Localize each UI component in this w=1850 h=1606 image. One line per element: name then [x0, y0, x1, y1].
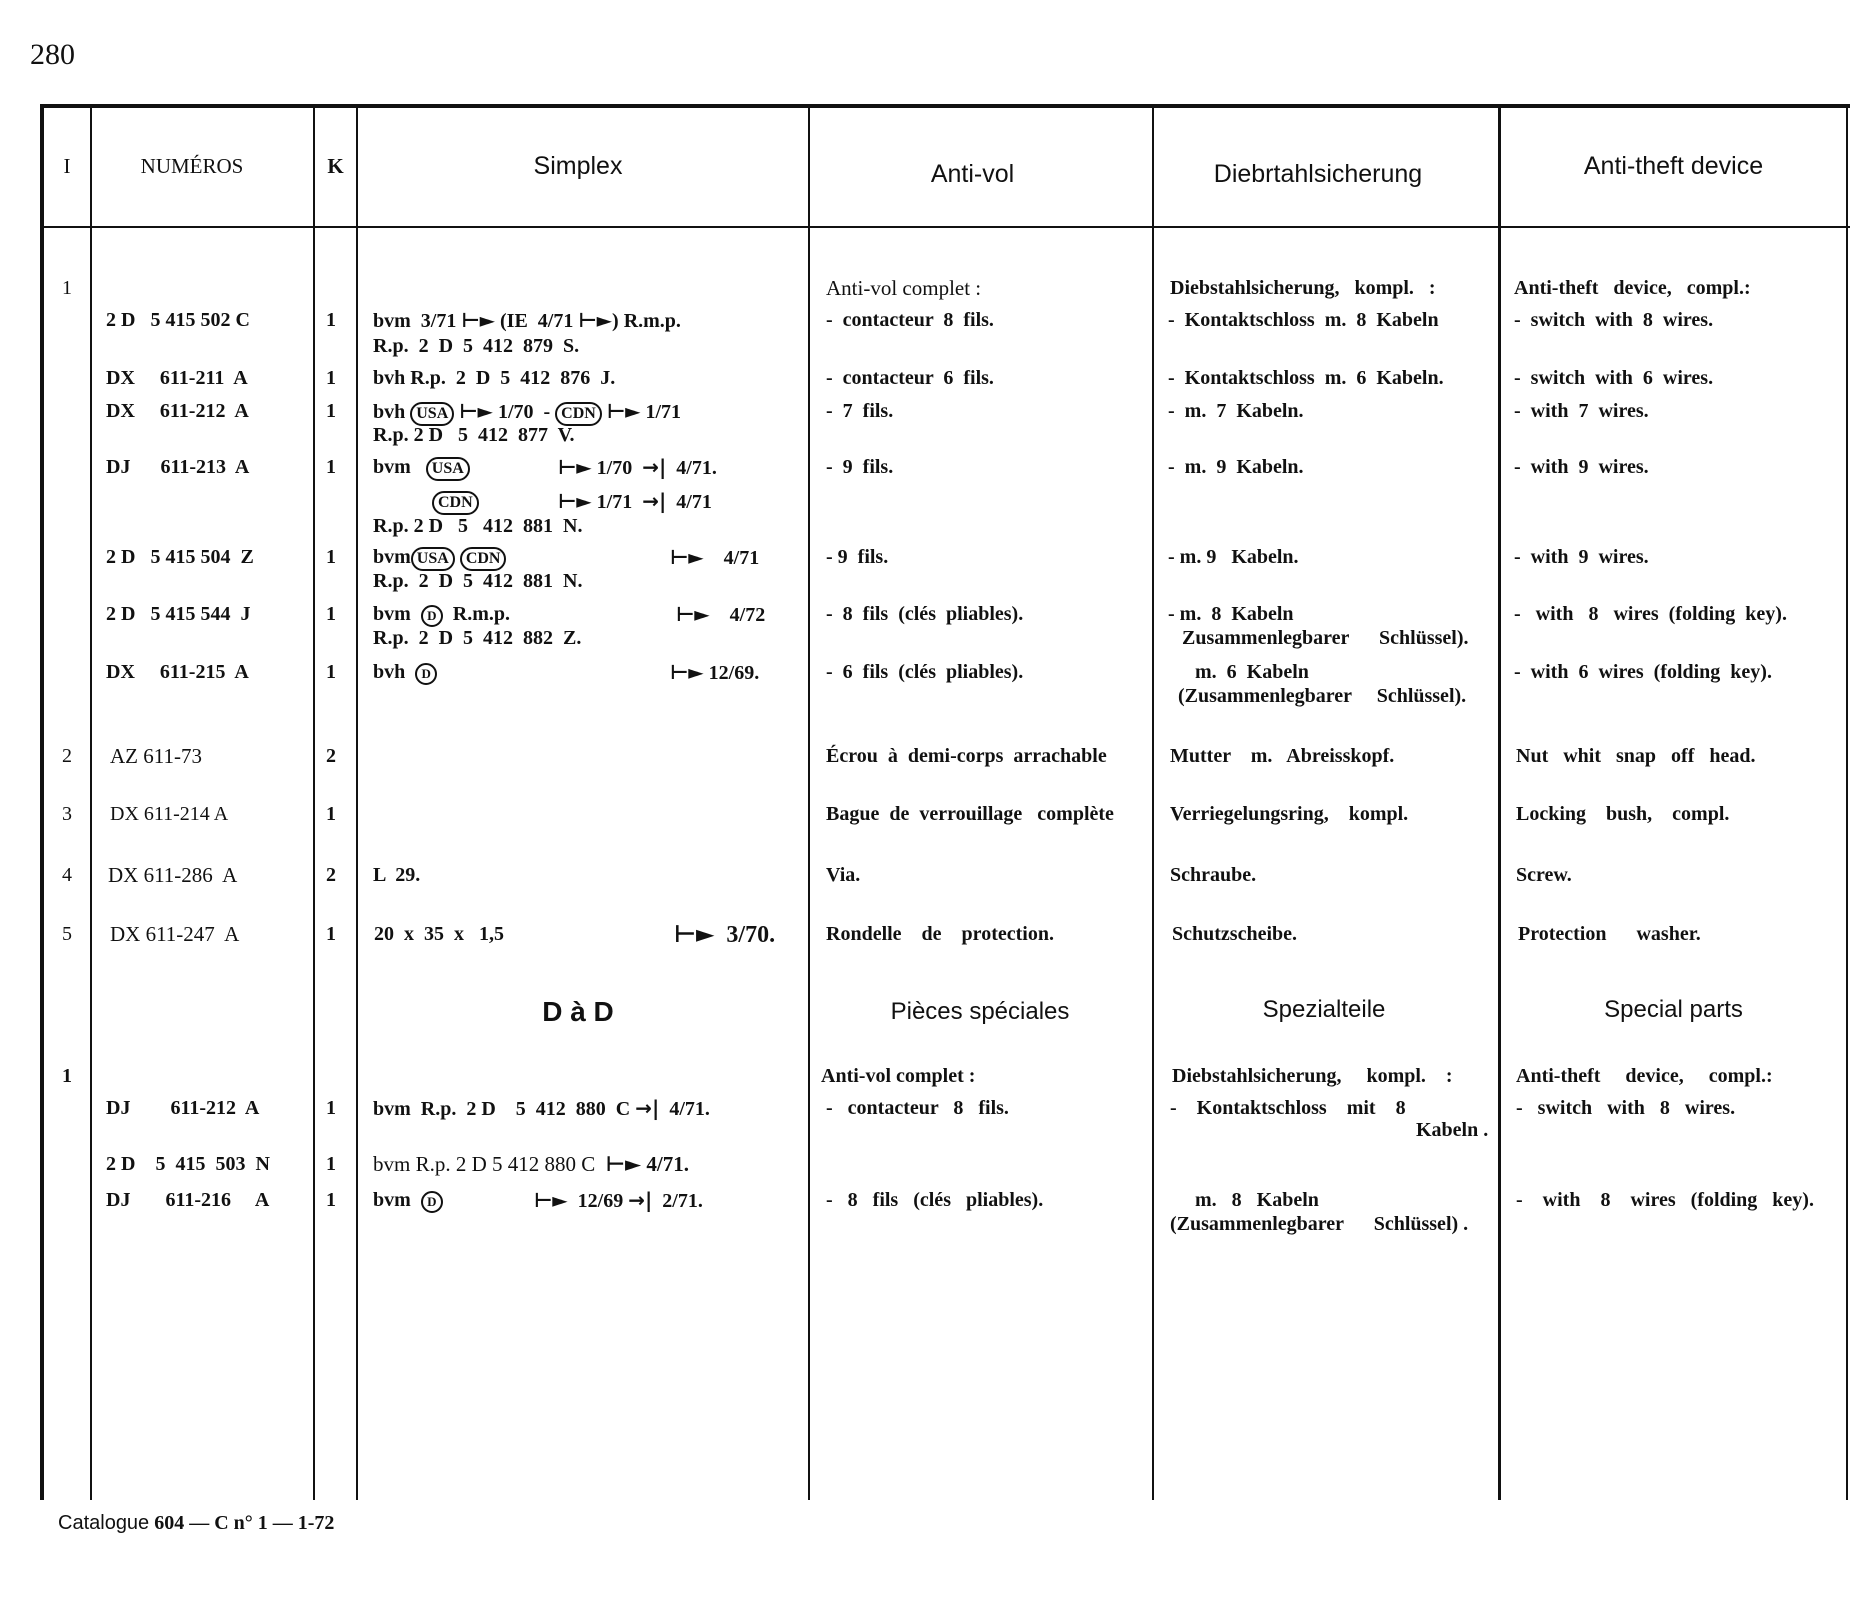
desc-fr: Écrou à demi-corps arrachable: [826, 745, 1107, 767]
desc-de-cont: Zusammenlegbarer Schlüssel).: [1182, 627, 1469, 649]
desc-de-cont: (Zusammenlegbarer Schlüssel).: [1178, 685, 1467, 707]
part-number: DJ 611-213 A: [106, 456, 250, 478]
desc-de: - Kontaktschloss m. 8 Kabeln: [1168, 309, 1439, 331]
from-arrow-icon: ⊢►: [605, 1152, 642, 1176]
usa-badge-icon: USA: [426, 457, 470, 481]
d-badge-icon: D: [421, 605, 443, 627]
desc-fr: - contacteur 6 fils.: [826, 367, 994, 389]
divider: [808, 104, 810, 1500]
from-arrow-icon: ⊢►: [558, 489, 592, 513]
section-fr: Pièces spéciales: [890, 998, 1070, 1025]
item-index: 3: [62, 803, 72, 825]
desc-de: Verriegelungsring, kompl.: [1170, 803, 1409, 825]
quantity: 1: [326, 661, 336, 683]
desc-fr: - contacteur 8 fils.: [826, 309, 994, 331]
desc-en: - switch with 6 wires.: [1514, 367, 1714, 389]
item-index: 2: [62, 745, 72, 767]
part-number: DX 611-214 A: [110, 803, 229, 825]
header-simplex: Simplex: [533, 151, 623, 180]
desc-en: - with 9 wires.: [1514, 456, 1649, 478]
usa-badge-icon: USA: [411, 547, 455, 571]
quantity: 1: [326, 1153, 336, 1175]
desc-en: - switch with 8 wires.: [1516, 1097, 1736, 1119]
section-simplex: D à D: [542, 996, 614, 1027]
desc-en: - with 7 wires.: [1514, 400, 1649, 422]
until-arrow-icon: →|: [642, 455, 667, 479]
simplex-info: 20 x 35 x 1,5: [374, 923, 504, 945]
desc-fr: - 9 fils.: [826, 546, 889, 568]
from-arrow-icon: ⊢►: [461, 308, 496, 332]
desc-en: Anti-theft device, compl.:: [1514, 277, 1751, 299]
until-arrow-icon: →|: [635, 1096, 660, 1120]
quantity: 1: [326, 367, 336, 389]
divider: [313, 104, 315, 1500]
desc-de: Mutter m. Abreisskopf.: [1170, 745, 1395, 767]
from-arrow-icon: ⊢►: [534, 1188, 568, 1212]
desc-en: - with 6 wires (folding key).: [1514, 661, 1772, 683]
desc-en: - with 8 wires (folding key).: [1516, 1189, 1814, 1211]
desc-en: - with 8 wires (folding key).: [1514, 603, 1787, 625]
desc-en: Screw.: [1516, 864, 1572, 886]
simplex-info: bvm D R.m.p.: [373, 603, 511, 625]
header-de: Diebrtahlsicherung: [1213, 159, 1423, 188]
footer: [58, 1512, 334, 1535]
desc-de: - m. 9 Kabeln.: [1168, 546, 1299, 568]
header-en: Anti-theft device: [1583, 151, 1764, 180]
cdn-badge-icon: CDN: [460, 547, 507, 571]
simplex-variant: [432, 489, 479, 515]
page-number: 280: [30, 38, 75, 71]
quantity: 1: [326, 1097, 336, 1119]
part-number: DJ 611-212 A: [106, 1097, 260, 1119]
item-index: 5: [62, 923, 72, 945]
desc-de: - m. 9 Kabeln.: [1168, 456, 1304, 478]
desc-de: - Kontaktschloss mit 8: [1170, 1097, 1406, 1119]
desc-de: Diebstahlsicherung, kompl. :: [1170, 277, 1436, 299]
desc-en: Locking bush, compl.: [1516, 803, 1730, 825]
desc-en: Anti-theft device, compl.:: [1516, 1065, 1773, 1087]
header-k: K: [327, 153, 344, 178]
divider: [356, 104, 358, 1500]
desc-fr: Via.: [826, 864, 861, 886]
desc-en: - switch with 8 wires.: [1514, 309, 1714, 331]
desc-de-cont: Kabeln .: [1416, 1119, 1489, 1141]
quantity: 1: [326, 603, 336, 625]
part-number: 2 D 5 415 544 J: [106, 603, 251, 625]
until-arrow-icon: →|: [628, 1188, 653, 1212]
simplex-dates: ⊢► 12/69 →| 2/71.: [534, 1188, 703, 1212]
desc-fr: - contacteur 8 fils.: [826, 1097, 1009, 1119]
footer-catalogue-number: 604: [154, 1512, 185, 1534]
from-arrow-icon: ⊢►: [578, 308, 613, 332]
desc-de: Diebstahlsicherung, kompl. :: [1172, 1065, 1453, 1087]
cdn-badge-icon: CDN: [555, 402, 602, 426]
simplex-ref: R.p. 2 D 5 412 881 N.: [373, 515, 583, 537]
divider: [1846, 104, 1848, 1500]
simplex-info: bvm 3/71 ⊢► (IE 4/71 ⊢►) R.m.p.: [373, 308, 681, 332]
desc-fr: - 9 fils.: [826, 456, 894, 478]
item-index: 1: [62, 277, 72, 299]
desc-fr: - 8 fils (clés pliables).: [826, 603, 1024, 625]
header-numeros: NUMÉROS: [140, 153, 244, 178]
desc-en: - with 9 wires.: [1514, 546, 1649, 568]
d-badge-icon: D: [421, 1191, 443, 1213]
quantity: 1: [326, 309, 336, 331]
quantity: 1: [326, 803, 336, 825]
simplex-info: bvm USA: [373, 455, 470, 481]
desc-de: Schraube.: [1170, 864, 1257, 886]
usa-badge-icon: USA: [410, 402, 454, 426]
simplex-info: bvm USA CDN: [373, 545, 506, 571]
item-index: 1: [62, 1065, 72, 1087]
quantity: 1: [326, 456, 336, 478]
part-number: DX 611-211 A: [106, 367, 248, 389]
from-arrow-icon: ⊢►: [459, 399, 493, 423]
simplex-ref: R.p. 2 D 5 412 879 S.: [373, 335, 580, 357]
part-number: 2 D 5 415 503 N: [106, 1153, 270, 1175]
part-number: DJ 611-216 A: [106, 1189, 270, 1211]
header-i: I: [63, 153, 71, 178]
divider: [90, 104, 92, 1500]
divider: [1152, 104, 1154, 1500]
desc-fr: - 7 fils.: [826, 400, 894, 422]
until-arrow-icon: →|: [642, 489, 667, 513]
quantity: 1: [326, 1189, 336, 1211]
desc-fr: Anti-vol complet :: [821, 1065, 976, 1087]
section-en: Special parts: [1604, 996, 1743, 1023]
quantity: 2: [326, 745, 336, 767]
desc-de-cont: (Zusammenlegbarer Schlüssel) .: [1170, 1213, 1469, 1235]
simplex-info: bvh USA ⊢► 1/70 - CDN ⊢► 1/71: [373, 399, 681, 426]
simplex-dates: ⊢► 3/70.: [674, 920, 776, 948]
part-number: 2 D 5 415 502 C: [106, 309, 250, 331]
header-fr: Anti-vol: [930, 159, 1015, 188]
desc-de: - m. 8 Kabeln: [1168, 603, 1294, 625]
simplex-dates: ⊢► 1/71 →| 4/71: [558, 489, 712, 513]
desc-de: m. 6 Kabeln: [1195, 661, 1309, 683]
simplex-ref: R.p. 2 D 5 412 881 N.: [373, 570, 583, 592]
desc-en: Nut whit snap off head.: [1516, 745, 1756, 767]
part-number: DX 611-215 A: [106, 661, 249, 683]
part-number: DX 611-247 A: [110, 922, 240, 946]
desc-fr: Bague de verrouillage complète: [826, 803, 1114, 825]
quantity: 1: [326, 400, 336, 422]
part-number: AZ 611-73: [110, 744, 202, 768]
cdn-badge-icon: CDN: [432, 491, 479, 515]
simplex-ref: R.p. 2 D 5 412 877 V.: [373, 424, 575, 446]
footer-edition: — C n° 1 — 1-72: [189, 1512, 335, 1534]
simplex-info: bvm R.p. 2 D 5 412 880 C →| 4/71.: [373, 1096, 710, 1120]
footer-label: Catalogue: [58, 1512, 150, 1534]
simplex-info: L 29.: [373, 864, 421, 886]
desc-en: Protection washer.: [1518, 923, 1701, 945]
simplex-dates: ⊢► 1/70 →| 4/71.: [558, 455, 717, 479]
simplex-info: bvm R.p. 2 D 5 412 880 C ⊢► 4/71.: [373, 1152, 689, 1176]
quantity: 1: [326, 923, 336, 945]
desc-fr: - 6 fils (clés pliables).: [826, 661, 1024, 683]
from-arrow-icon: ⊢►: [670, 545, 704, 569]
item-index: 4: [62, 864, 72, 886]
d-badge-icon: D: [415, 663, 437, 685]
desc-de: - m. 7 Kabeln.: [1168, 400, 1304, 422]
from-arrow-icon: ⊢►: [670, 660, 704, 684]
simplex-ref: R.p. 2 D 5 412 882 Z.: [373, 627, 582, 649]
desc-fr: - 8 fils (clés pliables).: [826, 1189, 1044, 1211]
simplex-dates: ⊢► 12/69.: [670, 660, 760, 684]
desc-de: Schutzscheibe.: [1172, 923, 1297, 945]
from-arrow-icon: ⊢►: [676, 602, 710, 626]
from-arrow-icon: ⊢►: [606, 399, 641, 423]
from-arrow-icon: ⊢►: [674, 920, 715, 948]
quantity: 2: [326, 864, 336, 886]
part-number: DX 611-286 A: [108, 863, 238, 887]
simplex-info: bvm D: [373, 1188, 443, 1213]
section-de: Spezialteile: [1262, 996, 1386, 1023]
simplex-dates: ⊢► 4/71: [670, 545, 760, 569]
desc-fr: Anti-vol complet :: [826, 276, 982, 300]
desc-de: - Kontaktschloss m. 6 Kabeln.: [1168, 367, 1444, 389]
from-arrow-icon: ⊢►: [558, 455, 592, 479]
simplex-dates: ⊢► 4/72: [676, 602, 766, 626]
simplex-info: bvh R.p. 2 D 5 412 876 J.: [373, 367, 616, 389]
divider: [1498, 104, 1501, 1500]
quantity: 1: [326, 546, 336, 568]
simplex-info: bvh D: [373, 660, 437, 685]
desc-fr: Rondelle de protection.: [826, 923, 1054, 945]
part-number: DX 611-212 A: [106, 400, 249, 422]
desc-de: m. 8 Kabeln: [1195, 1189, 1319, 1211]
part-number: 2 D 5 415 504 Z: [106, 546, 254, 568]
